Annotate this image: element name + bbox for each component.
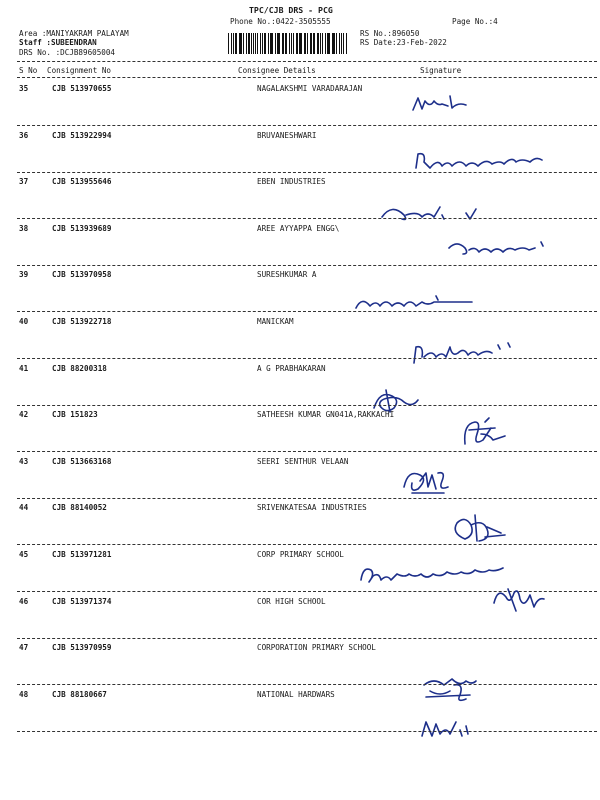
barcode-bar [291,33,292,54]
table-row [0,457,600,503]
col-header-consignee: Consignee Details [238,66,316,75]
table-row [0,270,600,316]
row-divider [17,684,597,685]
signature-stroke [356,296,472,308]
barcode-bar [248,33,250,54]
col-header-consignment: Consignment No [47,66,112,75]
row-divider [17,311,597,312]
barcode-bar [271,33,272,54]
signature-scribble [410,92,470,118]
row-consignment-number: CJB 513922718 [52,317,112,326]
barcode-bar [322,33,323,54]
table-row [0,131,600,177]
signature-stroke [494,589,544,611]
barcode-bar [270,33,271,54]
rs-number: RS No.:896050 [360,29,420,38]
row-consignee-name: AREE AYYAPPA ENGG\ [257,223,340,233]
barcode-bar [260,33,261,54]
barcode-bar [235,33,237,54]
signature-stroke [416,153,542,167]
barcode-bar [289,33,290,54]
row-divider [17,125,597,126]
header-divider-bottom [17,77,597,78]
barcode-bar [314,33,315,54]
barcode [228,33,348,54]
row-serial-number: 48 [19,689,29,699]
col-header-signature: Signature [420,66,462,75]
phone-number: Phone No.:0422-3505555 [230,17,331,26]
barcode-bar [255,33,256,54]
barcode-bar [246,33,247,54]
row-consignee-name: CORP PRIMARY SCHOOL [257,550,344,559]
table-row [0,84,600,130]
row-divider [17,218,597,219]
barcode-bar [251,33,252,54]
table-row [0,317,600,363]
signature-stroke [455,515,505,541]
signature-scribble [455,414,515,454]
row-serial-number: 35 [19,84,29,93]
table-row [0,597,600,643]
row-consignment-number: CJB 513970959 [52,643,112,653]
barcode-bar [320,33,321,54]
row-serial-number: 37 [19,177,29,187]
row-consignee-name: MANICKAM [257,317,294,326]
table-row [0,690,600,736]
row-consignment-number: CJB 513955646 [52,177,112,187]
barcode-bar [282,33,283,54]
barcode-bar [328,33,329,54]
barcode-bar [299,33,300,54]
barcode-bar [310,33,311,54]
row-consignment-number: CJB 513971281 [52,550,112,559]
barcode-bar [231,33,232,54]
table-row [0,643,600,689]
row-divider [17,731,597,732]
signature-stroke [414,343,510,363]
table-row [0,224,600,270]
barcode-bar [228,33,229,54]
row-divider [17,405,597,406]
rs-date: RS Date:23-Feb-2022 [360,38,447,47]
row-consignee-name: SATHEESH KUMAR GN041A,RAKKACHI [257,410,395,420]
row-consignee-name: EBEN INDUSTRIES [257,177,326,187]
table-row [0,503,600,549]
barcode-bar [325,33,326,54]
row-serial-number: 41 [19,363,29,373]
signature-stroke [374,390,418,412]
row-consignment-number: CJB 513663168 [52,456,112,466]
row-consignment-number: CJB 88200318 [52,363,107,373]
row-consignment-number: CJB 88140052 [52,503,107,513]
row-serial-number: 43 [19,456,29,466]
row-serial-number: 40 [19,317,29,326]
col-header-sno: S No [19,66,38,75]
barcode-bar [339,33,340,54]
row-serial-number: 45 [19,550,29,559]
area-label: Area :MANIYAKRAM PALAYAM [19,29,129,38]
staff-label: Staff :SUBEENDRAN [19,38,97,47]
barcode-bar [296,33,298,54]
barcode-bar [343,33,344,54]
barcode-bar [313,33,314,54]
row-serial-number: 36 [19,130,29,140]
barcode-bar [262,33,263,54]
row-divider [17,265,597,266]
row-consignee-name: SEERI SENTHUR VELAAN [257,456,349,466]
row-serial-number: 44 [19,503,29,513]
row-consignment-number: CJB 151823 [52,410,98,420]
barcode-bar [275,33,276,54]
barcode-bar [264,33,266,54]
row-divider [17,451,597,452]
header-divider-top [17,61,597,62]
row-divider [17,544,597,545]
row-consignee-name: SURESHKUMAR A [257,270,317,280]
barcode-bar [285,33,286,54]
barcode-bar [268,33,269,54]
barcode-bar [257,33,258,54]
row-divider [17,358,597,359]
row-serial-number: 46 [19,596,29,606]
row-consignee-name: SRIVENKATESAA INDUSTRIES [257,503,367,513]
signature-stroke [465,418,505,444]
row-consignment-number: CJB 513971374 [52,596,112,606]
barcode-bar [300,33,301,54]
table-row [0,410,600,456]
barcode-bar [327,33,328,54]
row-consignee-name: COR HIGH SCHOOL [257,596,326,606]
barcode-bar [293,33,294,54]
barcode-bar [239,33,240,54]
signature-stroke [422,722,468,736]
barcode-bar [332,33,333,54]
barcode-bar [341,33,342,54]
row-consignment-number: CJB 513970958 [52,270,112,280]
barcode-bar [278,33,280,54]
row-consignee-name: NATIONAL HARDWARS [257,689,335,699]
row-consignee-name: A G PRABHAKARAN [257,363,326,373]
signature-stroke [404,472,448,492]
table-row [0,364,600,410]
row-consignment-number: CJB 513922994 [52,130,112,140]
barcode-bar [243,33,244,54]
row-divider [17,498,597,499]
row-serial-number: 38 [19,223,29,233]
page-number: Page No.:4 [452,17,498,26]
barcode-bar [253,33,254,54]
row-divider [17,638,597,639]
barcode-bar [346,33,347,54]
row-divider [17,172,597,173]
signature-scribble [488,583,548,617]
signature-scribble [445,238,550,264]
signature-scribble [398,463,463,503]
row-serial-number: 42 [19,410,29,420]
signature-stroke [449,242,543,254]
barcode-bar [240,33,241,54]
row-serial-number: 39 [19,270,29,280]
barcode-bar [277,33,278,54]
barcode-bar [317,33,319,54]
row-consignment-number: CJB 513939689 [52,223,112,233]
barcode-bar [233,33,234,54]
row-consignee-name: CORPORATION PRIMARY SCHOOL [257,643,376,653]
row-consignee-name: BRUVANESHWARI [257,130,317,140]
signature-scribble [418,714,478,744]
barcode-bar [307,33,308,54]
barcode-bar [305,33,306,54]
signature-stroke [413,96,466,110]
document-title: TPC/CJB DRS - PCG [249,5,333,15]
table-row [0,177,600,223]
row-serial-number: 47 [19,643,29,653]
barcode-bar [286,33,287,54]
barcode-bar [333,33,335,54]
barcode-bar [336,33,337,54]
row-consignee-name: NAGALAKSHMI VARADARAJAN [257,84,363,93]
row-consignment-number: CJB 88180667 [52,689,107,699]
signature-stroke [361,568,503,582]
barcode-bar [304,33,305,54]
drs-number: DRS No. :DCJB89605004 [19,48,116,57]
row-consignment-number: CJB 513970655 [52,84,112,93]
